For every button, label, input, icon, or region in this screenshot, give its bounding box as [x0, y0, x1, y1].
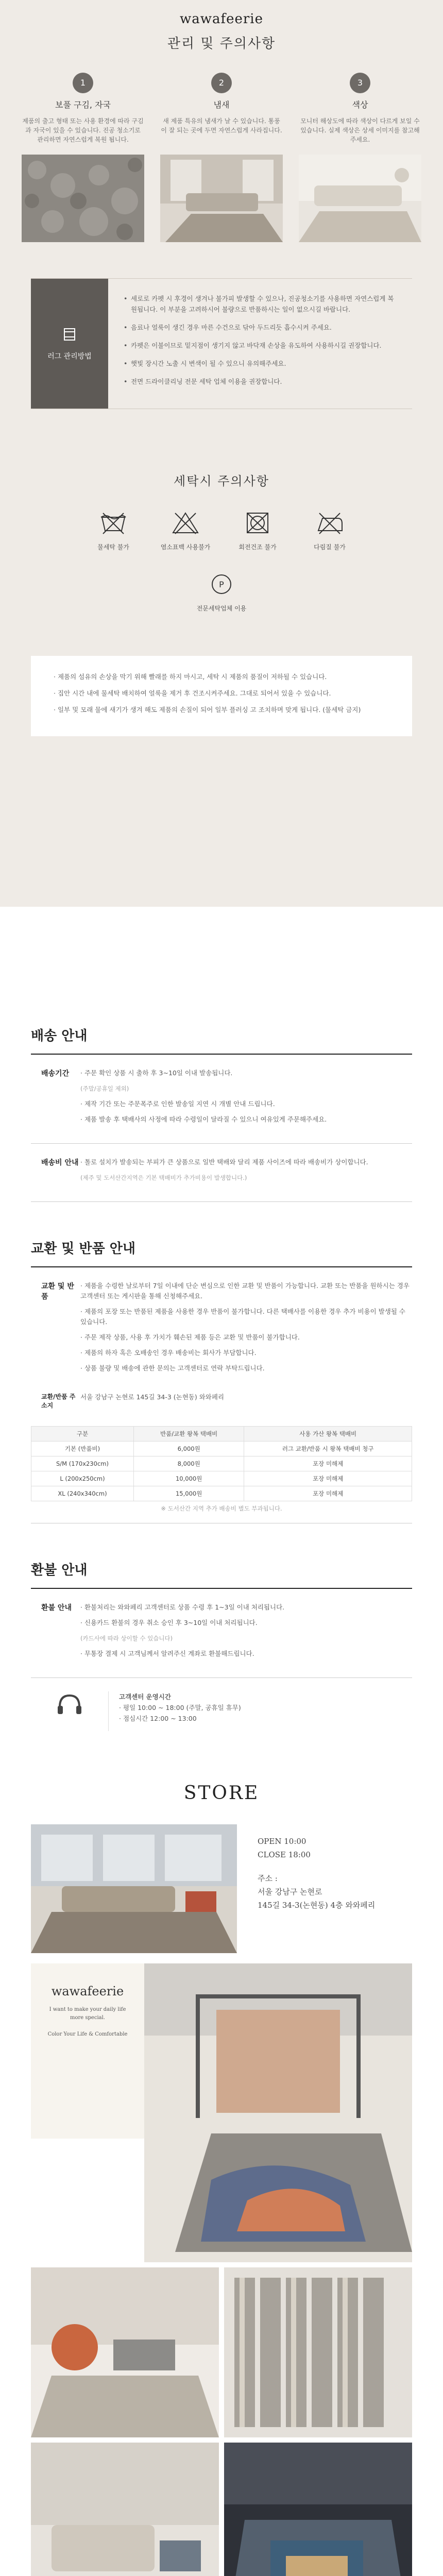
store-open: OPEN 10:00: [258, 1837, 306, 1846]
brand-card: [31, 1963, 144, 2139]
table-row: [31, 1456, 412, 1471]
column-desc: 새 제품 특유의 냄새가 날 수 있습니다. 통풍이 잘 되는 곳에 두면 자연스럽게 사라집니다.: [161, 117, 282, 134]
cs-line: · 점심시간 12:00 ~ 13:00: [119, 1715, 197, 1722]
exchange-title: 교환 및 반품 안내: [31, 1241, 135, 1257]
store-photo-3: [31, 2443, 219, 2576]
column-title: 보풀 구김, 자국: [55, 100, 111, 110]
store-title: STORE: [183, 1783, 260, 1804]
refund-line: · 무통장 결제 시 고객님께서 알려주신 계좌로 환불해드립니다.: [80, 1650, 254, 1657]
cs-line: 고객센터 운영시간: [119, 1693, 171, 1701]
card-text: I want to make your daily life more special.: [49, 2007, 126, 2021]
delivery-line: · 주문 확인 상품 시 출하 후 3~10일 이내 발송됩니다.: [80, 1069, 233, 1077]
store-addr1: 서울 강남구 논현로: [258, 1887, 322, 1896]
care-tip: • 세로로 카펫 시 후경이 생겨나 불가피 발생할 수 있으나, 진공청소기를 사용하면 자연스럽게 복원됩니다. 이 부분을 고려하시어 불량으로 반품하시는 일이 없으시길 바랍니다.: [124, 293, 397, 315]
delivery-fee-row: [31, 1144, 412, 1201]
brand-logo: wawafeerie: [179, 11, 264, 27]
row-label: 교환 및 반품: [41, 1282, 74, 1301]
care-tip: • 전면 드라이클리닝 전문 세탁 업체 이용을 권장합니다.: [124, 376, 397, 387]
exchange-row: [31, 1267, 412, 1392]
exchange-line: · 주문 제작 상품, 사용 후 가치가 훼손된 제품 등은 교환 및 반품이 불가합니다.: [80, 1333, 300, 1341]
living-room-photo: [160, 155, 283, 242]
table-header: 사용 가산 왕복 택배비: [244, 1427, 412, 1442]
refund-row: [31, 1589, 412, 1677]
table-header: 반품/교환 왕복 택배비: [133, 1427, 244, 1442]
store-rug-display-photo: [144, 1963, 412, 2262]
table-cell: 10,000원: [133, 1471, 244, 1486]
svg-text:P: P: [219, 580, 224, 589]
row-label: 배송기간: [41, 1070, 70, 1078]
wash-icons-grid: [77, 507, 366, 630]
table-cell: 8,000원: [133, 1456, 244, 1471]
wash-notice-box: [31, 656, 412, 736]
no-tumble-dry-icon: [222, 507, 294, 538]
care-tips-list: [108, 279, 412, 409]
column-desc: 제품의 출고 형태 또는 사용 환경에 따라 구김과 자국이 있을 수 있습니다. 진공 청소기로 관리하면 자연스럽게 복원 됩니다.: [22, 117, 144, 143]
care-column-2: [160, 73, 283, 242]
store-photo-4: [224, 2443, 412, 2576]
exchange-address-row: [31, 1392, 412, 1423]
wash-label: 염소표백 사용불가: [160, 544, 211, 551]
wash-note: · 제품의 섬유의 손상을 막기 위해 빨래를 하지 마시고, 세탁 시 제품의 품질이 저하될 수 있습니다.: [54, 673, 327, 681]
rug-texture-photo: [22, 155, 144, 242]
info-section: [0, 907, 443, 1731]
care-tip: • 햇빛 장시간 노출 시 변색이 될 수 있으니 유의해주세요.: [124, 358, 397, 369]
table-note: ※ 도서산간 지역 추가 배송비 별도 부과됩니다.: [161, 1505, 282, 1512]
table-cell: 포장 미해제: [244, 1456, 412, 1471]
care-side-panel: [31, 279, 108, 409]
wash-item: [77, 507, 149, 551]
wash-item: [294, 507, 366, 551]
no-bleach-icon: [149, 507, 222, 538]
table-row: [31, 1471, 412, 1486]
headset-icon: [31, 1691, 108, 1724]
care-section: [0, 0, 443, 907]
column-title: 색상: [352, 100, 368, 110]
exchange-line: · 제품의 하자 혹은 오배송인 경우 배송비는 회사가 부담합니다.: [80, 1349, 257, 1357]
store-photo-1: [31, 2267, 219, 2437]
care-column-1: [22, 73, 144, 242]
wash-note: · 집안 시간 내에 물세탁 배치하여 얼룩을 제거 후 건조시켜주세요. 그대로 되어서 있을 수 있습니다.: [54, 689, 331, 697]
store-info: [237, 1824, 412, 1953]
store-interior-photo: [31, 1824, 237, 1953]
step-number: 2: [211, 73, 232, 93]
table-cell: 6,000원: [133, 1442, 244, 1456]
exchange-line: · 제품의 포장 또는 반품된 제품을 사용한 경우 반품이 불가합니다. 다른 택배사를 이용한 경우 추가 비용이 발생될 수 있습니다.: [80, 1308, 405, 1326]
care-tip: • 음료나 얼룩이 생긴 경우 마른 수건으로 닦아 두드리듯 흡수시켜 주세요.: [124, 322, 397, 333]
delivery-period-row: [31, 1055, 412, 1143]
delivery-line: (주말/공휴일 제외): [80, 1085, 129, 1092]
rug-care-box: [31, 278, 412, 409]
card-text: Color Your Life & Comfortable: [47, 2031, 128, 2037]
store-close: CLOSE 18:00: [258, 1850, 311, 1859]
store-section: [0, 1731, 443, 2576]
exchange-fee-table: [31, 1426, 412, 1501]
sofa-room-photo: [299, 155, 421, 242]
refund-line: · 신용카드 환불의 경우 취소 승인 후 3~10일 이내 처리됩니다.: [80, 1619, 258, 1626]
wash-note: · 일부 및 모래 물에 새기가 생겨 해도 제품의 손질이 되어 일부 플러싱 고 조치하며 맞게 됩니다. (물세탁 금지): [54, 706, 361, 714]
table-cell: 러그 교환/반품 시 왕복 택배비 청구: [244, 1442, 412, 1456]
fee-line: (제주 및 도서산간지역은 기본 택배비가 추가비용이 발생합니다.): [80, 1174, 247, 1181]
wash-title: 세탁시 주의사항: [174, 474, 269, 488]
card-brand-name: wawafeerie: [51, 1984, 124, 1998]
table-row: [31, 1486, 412, 1501]
table-header: 구분: [31, 1427, 134, 1442]
refund-title: 환불 안내: [31, 1563, 88, 1578]
no-machine-wash-icon: [77, 507, 149, 538]
cs-line: · 평일 10:00 ~ 18:00 (주말, 공휴일 휴무): [119, 1704, 241, 1711]
delivery-line: · 제품 발송 후 택배사의 사정에 따라 수령일이 달라질 수 있으니 여유있게 주문해주세요.: [80, 1115, 327, 1123]
store-addr-label: 주소 :: [258, 1874, 278, 1883]
table-cell: 포장 미해제: [244, 1486, 412, 1501]
care-column-3: [299, 73, 421, 242]
exchange-address: 서울 강남구 논현로 145길 34-3 (논현동) 와와페리: [80, 1393, 225, 1401]
refund-line: · 환불처리는 와와페리 고객센터로 상품 수령 후 1~3일 이내 처리됩니다.: [80, 1603, 285, 1611]
row-label: 환불 안내: [41, 1604, 72, 1612]
table-cell: XL (240x340cm): [31, 1486, 134, 1501]
step-number: 3: [350, 73, 370, 93]
table-cell: S/M (170x230cm): [31, 1456, 134, 1471]
column-title: 냄새: [213, 100, 230, 110]
delivery-title: 배송 안내: [31, 1028, 88, 1044]
care-columns: [0, 73, 443, 242]
exchange-line: · 상품 불량 및 배송에 관한 문의는 고객센터로 연락 부탁드립니다.: [80, 1364, 265, 1372]
wash-item: [222, 507, 294, 551]
column-desc: 모니터 해상도에 따라 색상이 다르게 보일 수 있습니다. 실제 색상은 상세 이미지를 참고해주세요.: [300, 117, 420, 143]
fee-line: · 톨로 설치가 발송되는 부피가 큰 상품으로 일반 택배와 달리 제품 사이즈에 따라 배송비가 상이합니다.: [80, 1158, 368, 1166]
wash-label: 다림질 불가: [314, 544, 346, 551]
wash-item: [185, 569, 258, 613]
row-label: 배송비 안내: [41, 1159, 79, 1167]
dry-clean-icon: [185, 569, 258, 600]
table-cell: 포장 미해제: [244, 1471, 412, 1486]
table-cell: L (200x250cm): [31, 1471, 134, 1486]
refund-line: (카드사에 따라 상이할 수 있습니다): [80, 1635, 173, 1642]
row-label: 교환/반품 주소지: [41, 1393, 76, 1409]
store-addr2: 145길 34-3(논현동) 4층 와와페리: [258, 1901, 376, 1910]
wash-label: 물세탁 불가: [97, 544, 129, 551]
wash-item: [149, 507, 222, 551]
delivery-line: · 제작 기간 또는 주문폭주로 인한 발송일 지연 시 개별 안내 드립니다.: [80, 1100, 275, 1108]
exchange-line: · 제품을 수령한 날로부터 7일 이내에 단순 변심으로 인한 교환 및 반품이 가능합니다. 교환 또는 반품을 원하시는 경우 고객센터 또는 게시판을 통해 신청해주세요.: [80, 1282, 410, 1300]
care-side-label: 러그 관리방법: [47, 352, 92, 361]
wash-label: 회전건조 불가: [238, 544, 277, 551]
store-photo-2: [224, 2267, 412, 2437]
table-cell: 기본 (반품비): [31, 1442, 134, 1456]
rug-care-icon: [62, 327, 77, 346]
care-title: 관리 및 주의사항: [167, 36, 276, 52]
wash-label: 전문세탁업체 이용: [196, 605, 247, 612]
no-iron-icon: [294, 507, 366, 538]
care-tip: • 카펫은 이불이므로 밑지점이 생기지 않고 바닥재 손상을 유도하여 사용하시길 권장합니다.: [124, 340, 397, 351]
table-cell: 15,000원: [133, 1486, 244, 1501]
table-row: [31, 1442, 412, 1456]
step-number: 1: [73, 73, 93, 93]
